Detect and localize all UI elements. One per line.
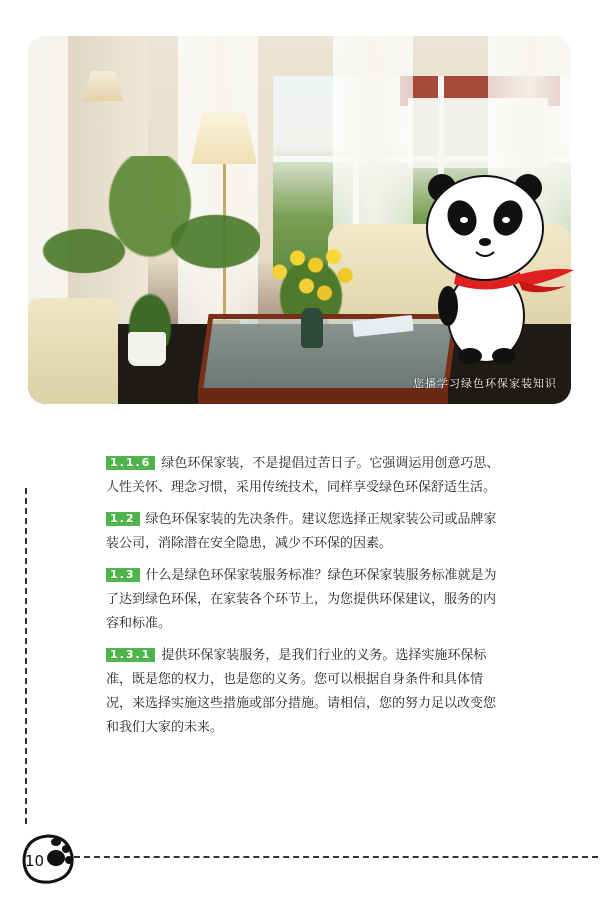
dashed-border-horizontal bbox=[74, 856, 598, 858]
section-text: 绿色环保家装，不是提倡过苦日子。它强调运用创意巧思、人性关怀、理念习惯，采用传统技术，同样享受绿色环保舒适生活。 bbox=[106, 456, 500, 495]
section-number-tag: 1.3.1 bbox=[106, 648, 155, 662]
section-number-tag: 1.2 bbox=[106, 512, 140, 526]
section-paragraph bbox=[106, 564, 506, 636]
dashed-border-vertical bbox=[25, 488, 27, 824]
article-body bbox=[106, 452, 506, 748]
coffee-table-edge bbox=[198, 388, 448, 404]
photo-caption: 您播学习绿色环保家装知识 bbox=[413, 377, 557, 390]
section-text: 什么是绿色环保家装服务标准？绿色环保家装服务标准就是为了达到绿色环保，在家装各个环节上，为您提供环保建议，服务的内容和标准。 bbox=[106, 568, 497, 631]
section-text: 提供环保家装服务，是我们行业的义务。选择实施环保标准，既是您的权力，也是您的义务。您可以根据自身条件和具体情况，来选择实施这些措施或部分措施。请相信，您的努力足以改变您和我们大家的未来。 bbox=[106, 648, 497, 735]
section-paragraph bbox=[106, 452, 506, 500]
section-paragraph bbox=[106, 644, 506, 740]
tulip-bouquet bbox=[266, 244, 356, 314]
page-number: 10 bbox=[25, 852, 45, 870]
section-number-tag: 1.1.6 bbox=[106, 456, 155, 470]
section-number-tag: 1.3 bbox=[106, 568, 140, 582]
section-paragraph bbox=[106, 508, 506, 556]
plant-pot bbox=[128, 332, 166, 366]
vase bbox=[301, 308, 323, 348]
section-text: 绿色环保家装的先决条件。建议您选择正规家装公司或品牌家装公司，消除潜在安全隐患，减少不环保的因素。 bbox=[106, 512, 497, 551]
panda-icon bbox=[418, 166, 578, 366]
